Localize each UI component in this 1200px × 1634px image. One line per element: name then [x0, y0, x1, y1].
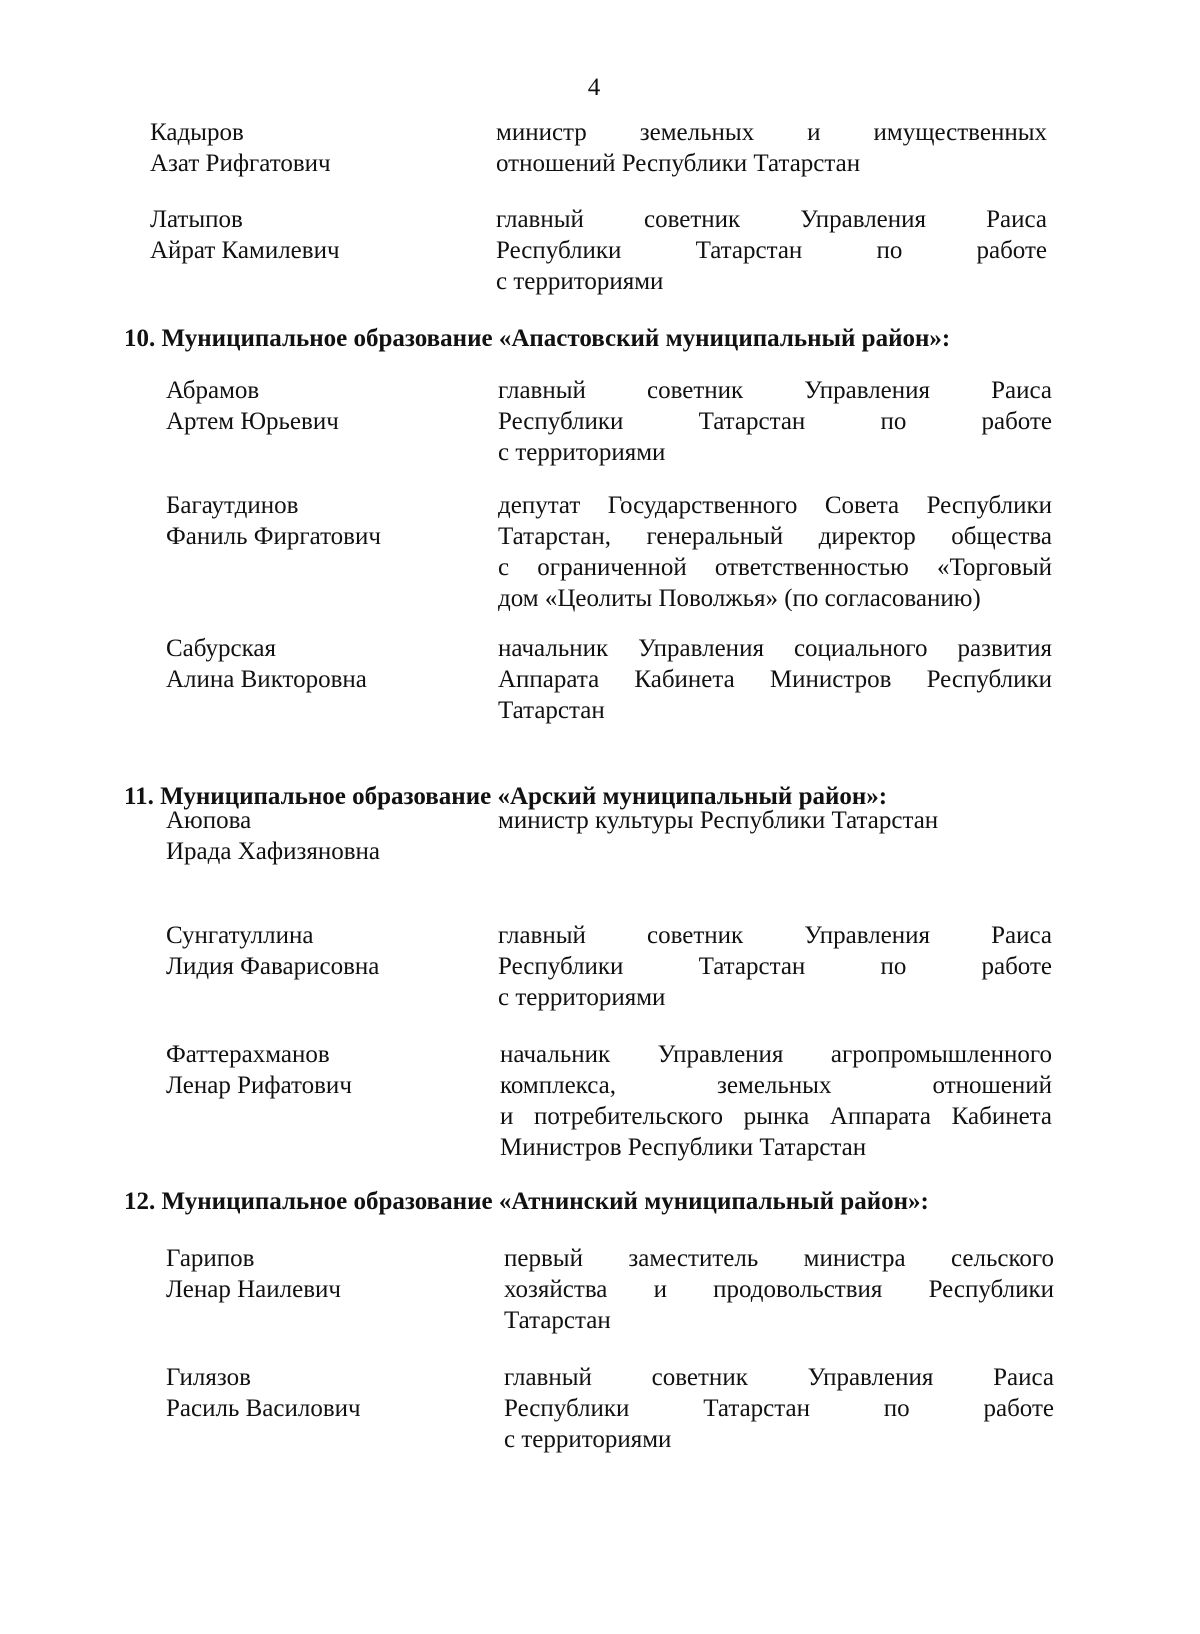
member-surname: Сабурская: [166, 635, 276, 662]
member-given-name: Лидия Фаварисовна: [166, 953, 380, 980]
member-position: [498, 920, 1052, 1013]
member-name: [166, 1362, 486, 1424]
member-position: [498, 805, 1052, 836]
member-position: [500, 1039, 1052, 1163]
member-given-name: Азат Рифгатович: [150, 150, 331, 177]
member-position: [504, 1362, 1054, 1455]
position-line: главный советник Управления Раиса: [504, 1364, 1054, 1391]
position-line: Татарстан: [498, 697, 605, 724]
member-position: [498, 375, 1052, 468]
position-line: Республики Татарстан по работе: [498, 408, 1052, 435]
position-line: министр культуры Республики Татарстан: [498, 807, 939, 834]
position-line: с территориями: [504, 1426, 672, 1453]
section-heading: 12. Муниципальное образование «Атнинский муниципальный район»:: [124, 1188, 929, 1215]
page-number: 4: [587, 74, 601, 101]
position-line: дом «Цеолиты Поволжья» (по согласованию): [498, 585, 981, 612]
position-line: с территориями: [496, 268, 664, 295]
position-line: главный советник Управления Раиса: [498, 377, 1052, 404]
member-given-name: Айрат Камилевич: [150, 237, 340, 264]
section-heading: 11. Муниципальное образование «Арский муниципальный район»:: [124, 783, 888, 810]
member-name: [166, 490, 486, 552]
position-line: и потребительского рынка Аппарата Кабинета: [500, 1103, 1052, 1130]
position-line: Республики Татарстан по работе: [498, 953, 1052, 980]
member-name: [166, 920, 486, 982]
position-line: первый заместитель министра сельского: [504, 1245, 1054, 1272]
member-surname: Кадыров: [150, 119, 244, 146]
member-given-name: Ленар Наилевич: [166, 1276, 341, 1303]
member-given-name: Алина Викторовна: [166, 666, 367, 693]
member-given-name: Фаниль Фиргатович: [166, 523, 381, 550]
member-surname: Фаттерахманов: [166, 1041, 330, 1068]
position-line: Министров Республики Татарстан: [500, 1134, 867, 1161]
member-given-name: Артем Юрьевич: [166, 408, 339, 435]
position-line: главный советник Управления Раиса: [498, 922, 1052, 949]
member-name: [166, 805, 486, 867]
member-name: [166, 1243, 486, 1305]
member-surname: Абрамов: [166, 377, 260, 404]
member-surname: Аюпова: [166, 807, 252, 834]
member-surname: Латыпов: [150, 206, 243, 233]
member-surname: Сунгатуллина: [166, 922, 314, 949]
member-name: [166, 633, 486, 695]
member-surname: Гилязов: [166, 1364, 251, 1391]
member-name: [166, 1039, 486, 1101]
member-name: [166, 375, 486, 437]
position-line: хозяйства и продовольствия Республики: [504, 1276, 1054, 1303]
position-line: с ограниченной ответственностью «Торговый: [498, 554, 1052, 581]
position-line: Аппарата Кабинета Министров Республики: [498, 666, 1052, 693]
position-line: министр земельных и имущественных: [496, 119, 1047, 146]
member-surname: Гарипов: [166, 1245, 255, 1272]
member-position: [496, 117, 1047, 179]
position-line: Татарстан: [504, 1307, 611, 1334]
member-position: [498, 490, 1052, 614]
member-given-name: Ленар Рифатович: [166, 1072, 352, 1099]
position-line: депутат Государственного Совета Республики: [498, 492, 1052, 519]
position-line: комплекса, земельных отношений: [500, 1072, 1052, 1099]
position-line: начальник Управления социального развития: [498, 635, 1052, 662]
member-position: [496, 204, 1047, 297]
position-line: с территориями: [498, 984, 666, 1011]
position-line: Республики Татарстан по работе: [496, 237, 1047, 264]
position-line: Республики Татарстан по работе: [504, 1395, 1054, 1422]
position-line: отношений Республики Татарстан: [496, 150, 861, 177]
position-line: главный советник Управления Раиса: [496, 206, 1047, 233]
section-heading: 10. Муниципальное образование «Апастовский муниципальный район»:: [124, 325, 951, 352]
position-line: Татарстан, генеральный директор общества: [498, 523, 1052, 550]
position-line: начальник Управления агропромышленного: [500, 1041, 1052, 1068]
member-given-name: Ирада Хафизяновна: [166, 838, 380, 865]
member-given-name: Расиль Василович: [166, 1395, 361, 1422]
member-name: [150, 117, 470, 179]
position-line: с территориями: [498, 439, 666, 466]
member-name: [150, 204, 470, 266]
member-surname: Багаутдинов: [166, 492, 299, 519]
member-position: [504, 1243, 1054, 1336]
member-position: [498, 633, 1052, 726]
